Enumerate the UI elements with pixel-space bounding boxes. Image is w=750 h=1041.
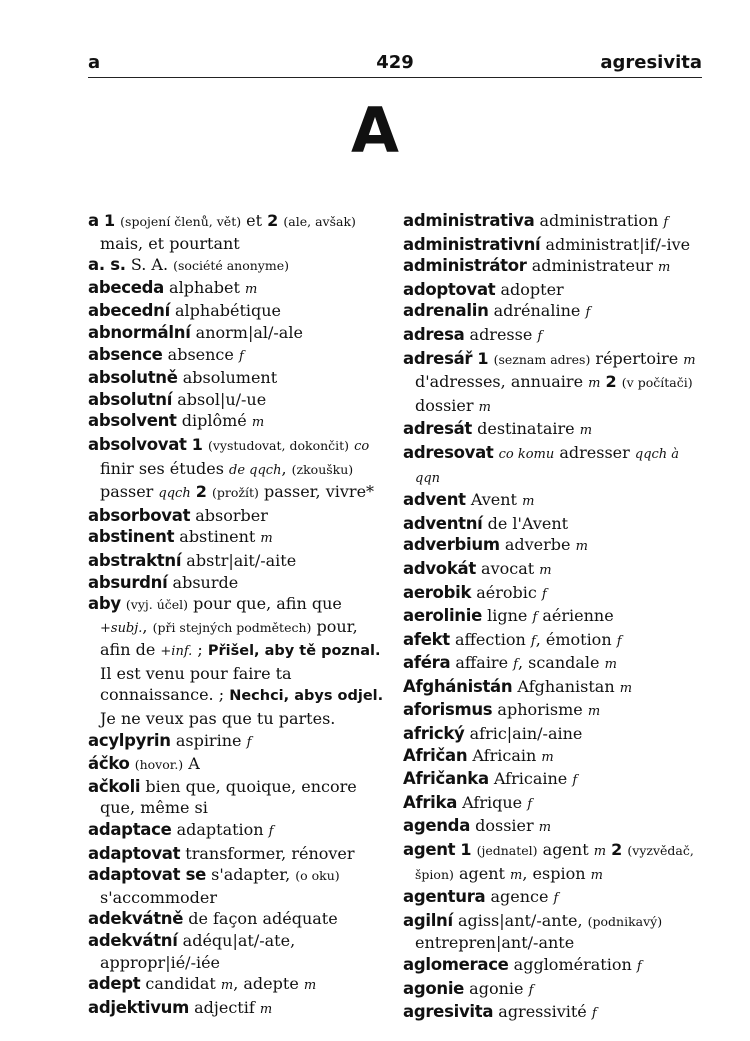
headword: agresivita [403,1002,494,1022]
grammar-label: qqch [158,486,191,502]
grammar-label: m [587,704,601,720]
dictionary-entry [403,513,703,535]
dictionary-entry [403,768,703,792]
dictionary-entry [403,210,703,234]
dictionary-entry [88,843,384,865]
headword: aby [88,594,121,614]
entry-text: avocat [475,558,540,578]
dictionary-entry [403,442,703,489]
entry-text: s'accommoder [100,887,218,907]
grammar-label: co [354,438,370,454]
headword: adaptovat se [88,865,207,885]
grammar-label: m [657,260,671,276]
headword: abeceda [88,277,164,297]
headword: agonie [403,978,465,998]
headword: adaptovat [88,843,181,863]
dictionary-entry [403,652,703,676]
entry-text: transformer, rénover [180,843,355,863]
entry-text: et [241,211,268,230]
dictionary-entry [403,324,703,348]
grammar-label: m [251,415,265,431]
headword: abnormální [88,322,191,342]
grammar-label: +inf. [160,644,193,660]
sense-number: 2 [605,372,617,392]
entry-text: afric|ain/-aine [464,724,583,744]
headword: absence [88,344,163,364]
dictionary-entry [88,210,384,254]
grammar-label: f [530,633,536,649]
entry-text: mais, et pourtant [100,233,240,253]
page-number: 429 [376,52,414,73]
headword: advokát [403,558,476,578]
entry-text: , adepte [233,974,304,994]
running-head [88,52,702,78]
headword: absolutní [88,389,173,409]
sense-number: 1 [103,211,116,230]
entry-text: ; [192,640,208,660]
dictionary-entry [88,930,384,973]
entry-text: abstr|ait/-aite [181,550,297,570]
entry-text: pour que, afin que [188,594,342,614]
entry-text: Je ne veux pas que tu partes. [100,709,336,729]
entry-text: administration [534,211,664,230]
dictionary-entry [88,730,384,754]
grammar-label: co komu [498,446,555,462]
entry-text: ligne [482,606,533,626]
entry-text: absol|u/-ue [172,389,267,409]
grammar-label: m [588,376,601,392]
headword: aféra [403,653,451,673]
entry-text: répertoire [590,348,684,368]
grammar-label: f [527,796,533,812]
entry-text: , [281,458,292,478]
entry-text: diplômé [176,411,252,431]
entry-text: de façon adéquate [183,909,338,929]
entry-text: passer [100,482,159,502]
entry-text: agent [453,863,511,883]
dictionary-entry [403,699,703,723]
entry-text: pour, afin de [100,616,358,660]
first-headword: a [88,52,101,73]
dictionary-entry [403,348,703,419]
entry-text: de l'Avent [482,513,569,533]
grammar-label: f [537,328,543,344]
entry-text: A [183,754,200,774]
dictionary-entry [403,815,703,839]
usage-note: (prožít) [212,485,259,501]
dictionary-entry [403,279,703,301]
entry-text: Africain [467,745,542,765]
headword: ačkoli [88,776,141,796]
headword: adresář [403,348,473,368]
example-phrase: Nechci, abys odjel. [229,688,384,705]
grammar-label: m [579,423,593,439]
section-letter: A [351,94,399,167]
dictionary-entry [403,723,703,745]
grammar-label: m [303,978,317,994]
headword: Afričan [403,745,468,765]
dictionary-entry [403,605,703,629]
grammar-label: m [220,978,234,994]
headword: adventní [403,513,483,533]
last-headword: agresivita [600,52,702,73]
entry-text: agressivité [493,1002,592,1022]
dictionary-entry [88,300,384,322]
dictionary-entry [403,418,703,442]
grammar-label: f [585,305,591,321]
grammar-label: f [572,773,578,789]
headword: aglomerace [403,955,509,974]
entry-text: aphorisme [492,700,588,720]
entry-text: adjectif [189,997,260,1017]
usage-note: (vyj. účel) [125,597,189,613]
entry-text: adverbe [499,535,576,555]
entry-text: adresse [464,324,538,344]
grammar-label: m [590,867,603,883]
sense-number: 1 [191,434,203,454]
dictionary-entry [88,410,384,434]
entry-text: agglomération [508,955,637,974]
headword: adept [88,974,141,994]
entry-text: agent [537,840,594,860]
headword: agentura [403,887,486,907]
entry-text: passer, vivre* [258,482,375,502]
dictionary-entry [403,534,703,558]
usage-note: (jednatel) [476,843,538,859]
entry-text: adaptation [171,820,269,840]
entry-text: aérobic [471,582,542,602]
headword: acylpyrin [88,730,171,750]
entry-text: affection [449,629,531,649]
entry-text: aspirine [170,730,247,750]
headword: adaptace [88,820,172,840]
dictionary-entry [403,839,703,886]
grammar-label: m [510,867,523,883]
entry-text: absorber [190,505,268,525]
entry-text: dossier [415,395,479,415]
entry-text: Afrique [457,792,528,812]
entry-text: anorm|al/-ale [190,322,303,342]
entry-text: adopter [495,279,564,299]
sense-number: 2 [267,211,279,230]
headword: administrativa [403,211,535,230]
dictionary-entry [88,593,384,730]
usage-note: (v počítači) [621,375,693,391]
entry-text: , [142,616,153,636]
usage-note: (vystudovat, dokončit) [207,437,350,453]
dictionary-entry [403,676,703,700]
dictionary-entry [88,973,384,997]
grammar-label: m [538,820,552,836]
headword: aforismus [403,700,493,720]
entry-text: abstinent [174,527,261,547]
grammar-label: m [539,562,552,578]
dictionary-entry [403,255,703,279]
headword: absolvent [88,411,177,431]
entry-text: dossier [470,816,539,836]
headword: agent [403,840,456,860]
sense-number: 2 [195,482,207,502]
entry-text: aérienne [537,606,614,626]
header-rule [88,77,702,78]
headword: absolvovat [88,434,187,454]
dictionary-entry [403,489,703,513]
dictionary-entry [88,367,384,389]
entry-text: bien que, quoique, encore que, même si [100,776,357,818]
entry-text: administrateur [526,256,658,276]
entry-text: , scandale [517,653,605,673]
headword: absorbovat [88,505,191,525]
headword: adresát [403,419,473,439]
entry-text: affaire [450,653,514,673]
dictionary-entry [88,505,384,527]
usage-note: (o oku) [295,868,340,884]
headword: adresovat [403,442,494,462]
usage-note: (podnikavý) [587,913,663,929]
dictionary-entry [88,277,384,301]
dictionary-entry [88,997,384,1021]
headword: afekt [403,629,450,649]
grammar-label: m [259,1001,273,1017]
dictionary-entry [88,322,384,344]
sense-number: 2 [611,840,623,860]
dictionary-entry [403,886,703,910]
dictionary-entry [403,954,703,978]
entry-text: alphabet [163,277,246,297]
entry-text: S. A. [125,255,174,275]
headword: abstraktní [88,550,182,570]
entry-text: Il est venu pour faire ta connaissance. ; [100,663,292,705]
grammar-label: f [532,610,538,626]
dictionary-entry [403,978,703,1002]
dictionary-entry [88,254,384,277]
headword: advent [403,490,466,510]
dictionary-entry [403,910,703,954]
dictionary-entry [403,558,703,582]
usage-note: (hovor.) [134,757,184,773]
headword: agenda [403,816,471,836]
headword: adekvátně [88,909,184,929]
dictionary-entry [403,582,703,606]
example-phrase: Přišel, aby tě poznal. [207,643,381,660]
usage-note: (seznam adres) [493,351,591,367]
entry-text: , émotion [535,629,617,649]
dictionary-entry [403,629,703,653]
grammar-label: m [478,399,491,415]
headword: agilní [403,910,453,930]
grammar-label: f [238,348,244,364]
headword: Afghánistán [403,676,513,696]
headword: absurdní [88,572,168,592]
headword: adjektivum [88,997,190,1017]
grammar-label: f [246,734,252,750]
grammar-label: de qqch [229,462,282,478]
right-column [403,210,703,1025]
usage-note: (zkoušku) [291,461,354,477]
grammar-label: m [541,749,554,765]
grammar-label: m [593,844,607,860]
headword: Afrika [403,792,458,812]
dictionary-entry [88,753,384,776]
entry-text: absolument [177,368,278,388]
headword: adrenalin [403,301,489,321]
dictionary-entry [403,792,703,816]
entry-text: Africaine [488,769,573,789]
entry-text: , espion [522,863,591,883]
dictionary-entry [88,776,384,819]
headword: adresa [403,324,465,344]
entry-text: agiss|ant/-ante, [452,910,588,930]
sense-number: 1 [460,840,472,860]
grammar-label: qqch à qqn [415,446,680,486]
grammar-label: f [616,633,622,649]
grammar-label: f [591,1006,597,1022]
headword: a [88,211,99,230]
headword: administrativní [403,234,541,254]
entry-text: Afghanistan [512,676,620,696]
headword: adoptovat [403,279,496,299]
headword: Afričanka [403,769,489,789]
headword: áčko [88,754,130,774]
headword: abecední [88,301,170,321]
dictionary-entry [88,572,384,594]
dictionary-entry [88,864,384,908]
grammar-label: m [522,494,535,510]
dictionary-entry [88,819,384,843]
entry-text: absence [162,344,239,364]
usage-note: (société anonyme) [173,258,290,274]
entry-text: agence [485,887,554,907]
grammar-label: f [541,586,547,602]
headword: absolutně [88,368,178,388]
grammar-label: f [268,824,274,840]
entry-text: finir ses études [100,458,230,478]
usage-note: (při stejných podmětech) [152,619,312,635]
headword: aerobik [403,582,472,602]
dictionary-entry [88,344,384,368]
headword: aerolinie [403,606,483,626]
grammar-label: m [260,531,273,547]
entry-text: d'adresses, annuaire [415,372,589,392]
grammar-label: f [553,891,559,907]
sense-number: 1 [477,348,489,368]
headword: adverbium [403,535,500,555]
entry-text: adresser [554,442,635,462]
grammar-label: f [513,657,518,673]
entry-text: entrepren|ant/-ante [415,933,575,953]
dictionary-entry [403,300,703,324]
dictionary-entry [88,434,384,505]
entry-text: adéqu|at/-ate, appropr|ié/-iée [100,931,296,972]
headword: adekvátní [88,931,178,950]
grammar-label: m [683,352,696,368]
usage-note: (spojení členů, vět) [120,214,242,229]
entry-text: candidat [140,974,221,994]
grammar-label: +subj. [100,620,143,636]
grammar-label: f [663,215,669,230]
dictionary-entry [88,526,384,550]
entry-text: adrénaline [488,301,586,321]
dictionary-entry [403,234,703,256]
dictionary-entry [88,389,384,411]
headword: administrátor [403,256,527,276]
grammar-label: m [245,281,258,297]
entry-text: alphabétique [169,301,282,321]
left-column [88,210,384,1020]
entry-text: destinataire [472,419,580,439]
dictionary-entry [403,1001,703,1025]
grammar-label: f [636,959,642,974]
dictionary-entry [88,550,384,572]
headword: abstinent [88,527,175,547]
entry-text: agonie [464,978,529,998]
entry-text: absurde [167,572,239,592]
dictionary-entry [88,908,384,930]
headword: africký [403,724,465,744]
usage-note: (vyzvědač, špion) [415,843,694,882]
headword: a. s. [88,255,126,275]
usage-note: (ale, avšak) [283,214,356,229]
entry-text: administrat|if/-ive [540,234,691,254]
grammar-label: m [604,657,617,673]
grammar-label: f [528,982,534,998]
entry-text: Avent [465,490,523,510]
grammar-label: m [575,539,588,555]
dictionary-entry [403,745,703,769]
grammar-label: m [619,680,633,696]
entry-text: s'adapter, [206,865,296,885]
